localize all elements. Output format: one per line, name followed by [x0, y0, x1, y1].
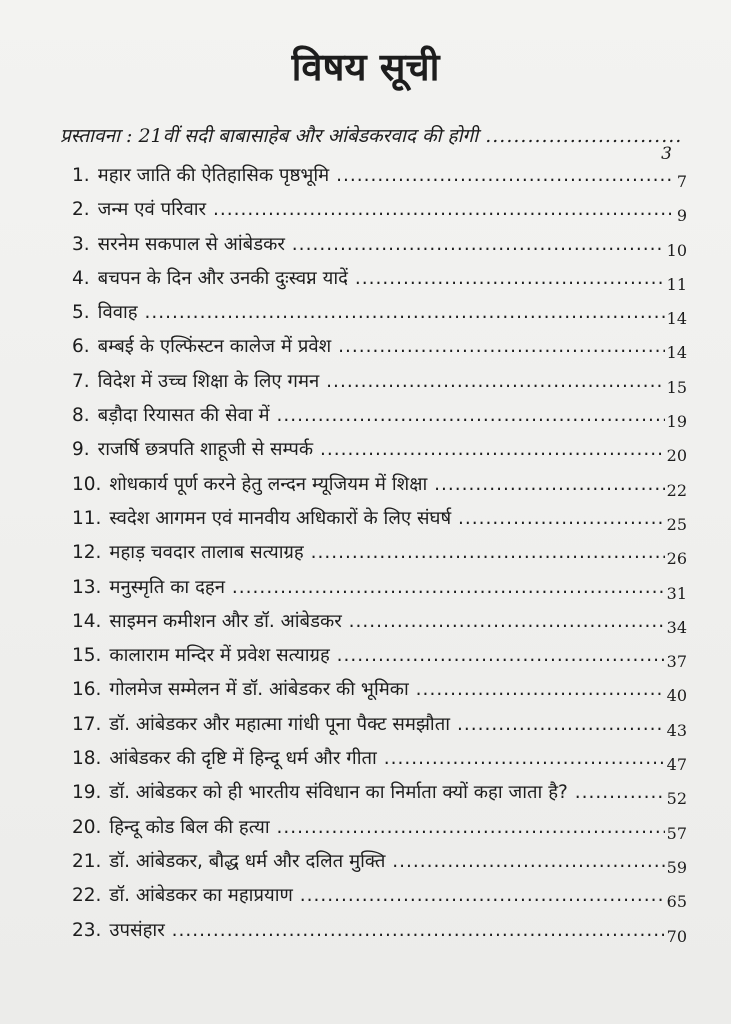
toc-entry-title: शोधकार्य पूर्ण करने हेतु लन्दन म्यूजियम में शिक्षा ..... — [109, 471, 664, 496]
toc-entry — [72, 779, 687, 813]
toc-entry-number: 18. — [72, 748, 102, 770]
preface-page-number: 3 — [661, 144, 672, 164]
toc-entry-page-number: 22 — [666, 480, 687, 500]
toc-entry-title: राजर्षि छत्रपति शाहूजी से सम्पर्क ..... — [98, 436, 665, 461]
toc-entry-number: 7. — [72, 370, 90, 392]
toc-entry-title: स्वदेश आगमन एवं मानवीय अधिकारों के लिए संघर्ष ..... — [109, 505, 664, 530]
toc-entry-number: 21. — [72, 850, 102, 872]
toc-entry-title: उपसंहार ..... — [109, 917, 664, 942]
toc-entry-title: बड़ौदा रियासत की सेवा में ..... — [98, 402, 665, 427]
toc-entry-number: 15. — [72, 645, 102, 667]
toc-entry — [72, 402, 687, 436]
toc-entry-page-number: 7 — [676, 172, 687, 191]
toc-entry-title: महाड़ चवदार तालाब सत्याग्रह ..... — [109, 539, 664, 564]
toc-entry-number: 8. — [72, 405, 90, 427]
toc-entry-page-number: 52 — [666, 789, 687, 809]
toc-entry-title: साइमन कमीशन और डॉ. आंबेडकर ..... — [109, 608, 664, 633]
toc-entry-title: गोलमेज सम्मेलन में डॉ. आंबेडकर की भूमिका ..... — [109, 676, 664, 701]
toc-entry-title: बम्बई के एल्फिंस्टन कालेज में प्रवेश ..... — [98, 333, 665, 358]
toc-entry — [72, 162, 687, 196]
toc-entry — [72, 917, 687, 951]
toc-entry-number: 4. — [72, 267, 90, 289]
toc-entry-number: 3. — [72, 233, 90, 255]
toc-entry-title: विवाह ..... — [98, 299, 665, 324]
toc-entry-number: 6. — [72, 336, 90, 358]
toc-entry-page-number: 34 — [666, 617, 687, 637]
toc-entry-number: 16. — [72, 679, 102, 701]
toc-entry-number: 19. — [72, 782, 102, 804]
toc-entry — [72, 436, 687, 470]
preface-entry — [60, 122, 680, 164]
toc-entry — [72, 574, 687, 608]
toc-entry-title: कालाराम मन्दिर में प्रवेश सत्याग्रह ..... — [109, 642, 664, 667]
toc-entry-page-number: 70 — [666, 926, 687, 946]
toc-entry-page-number: 43 — [666, 720, 687, 740]
toc-entry-page-number: 26 — [666, 549, 687, 569]
toc-entry-number: 2. — [72, 199, 90, 221]
toc-entry-title: बचपन के दिन और उनकी दुःस्वप्न यादें ..... — [98, 265, 665, 290]
toc-entry-title: सरनेम सकपाल से आंबेडकर ..... — [98, 231, 665, 256]
toc-entry-number: 14. — [72, 610, 102, 632]
toc-entry-page-number: 11 — [666, 274, 687, 294]
toc-entry-title: मनुस्मृति का दहन ..... — [109, 574, 664, 599]
toc-entry-number: 13. — [72, 576, 102, 598]
toc-entry-page-number: 40 — [666, 686, 687, 706]
preface-title: प्रस्तावना : 21वीं सदी बाबासाहेब और आंबेडकरवाद की होगी ..... — [60, 122, 680, 148]
toc-entry-title: डॉ. आंबेडकर का महाप्रयाण ..... — [109, 882, 664, 907]
toc-entry — [72, 231, 687, 265]
toc-entry-page-number: 47 — [666, 755, 687, 775]
toc-entry — [72, 368, 687, 402]
toc-entry — [72, 711, 687, 745]
toc-entry-title: विदेश में उच्च शिक्षा के लिए गमन ..... — [98, 368, 665, 393]
toc-entry-page-number: 31 — [666, 583, 687, 603]
toc-entry — [72, 882, 687, 916]
toc-entry — [72, 814, 687, 848]
toc-entry-title: डॉ. आंबेडकर को ही भारतीय संविधान का निर्माता क्यों कहा जाता है? ..... — [109, 779, 664, 804]
toc-entry — [72, 265, 687, 299]
toc-entry — [72, 471, 687, 505]
toc-entry-number: 23. — [72, 919, 102, 941]
toc-entry-page-number: 14 — [666, 309, 687, 329]
toc-entry-page-number: 10 — [666, 240, 687, 260]
toc-entry-number: 11. — [72, 507, 102, 529]
toc-entry-title: आंबेडकर की दृष्टि में हिन्दू धर्म और गीता ..... — [109, 745, 664, 770]
toc-entry-page-number: 65 — [666, 892, 687, 912]
toc-entry — [72, 333, 687, 367]
toc-entry — [72, 642, 687, 676]
toc-entry-title: डॉ. आंबेडकर, बौद्ध धर्म और दलित मुक्ति ..... — [109, 848, 664, 873]
toc-entry — [72, 676, 687, 710]
toc-entry-page-number: 25 — [666, 514, 687, 534]
toc-entry — [72, 539, 687, 573]
toc-entry-number: 1. — [72, 165, 90, 186]
toc-entry-title: जन्म एवं परिवार ..... — [98, 196, 675, 221]
toc-entry — [72, 745, 687, 779]
toc-entry-page-number: 9 — [676, 206, 687, 226]
toc-entry-page-number: 59 — [666, 857, 687, 877]
toc-entry-number: 9. — [72, 439, 90, 461]
toc-entry-number: 12. — [72, 542, 102, 564]
toc-list — [72, 162, 687, 951]
toc-entry-number: 17. — [72, 713, 102, 735]
toc-entry-page-number: 14 — [666, 343, 687, 363]
page-title: विषय सूची — [291, 45, 440, 89]
toc-entry-page-number: 20 — [666, 446, 687, 466]
toc-entry-title: महार जाति की ऐतिहासिक पृष्ठभूमि ..... — [98, 162, 675, 187]
toc-entry — [72, 299, 687, 333]
toc-entry — [72, 608, 687, 642]
toc-entry-number: 5. — [72, 302, 90, 324]
toc-entry — [72, 848, 687, 882]
toc-entry-page-number: 15 — [666, 377, 687, 397]
toc-entry-title: हिन्दू कोड बिल की हत्या ..... — [109, 814, 664, 839]
toc-entry-page-number: 37 — [666, 652, 687, 672]
toc-entry-page-number: 19 — [666, 412, 687, 432]
toc-entry-title: डॉ. आंबेडकर और महात्मा गांधी पूना पैक्ट समझौता ..... — [109, 711, 664, 736]
toc-entry — [72, 196, 687, 230]
toc-entry — [72, 505, 687, 539]
toc-entry-number: 22. — [72, 885, 102, 907]
toc-entry-number: 20. — [72, 816, 102, 838]
toc-entry-page-number: 57 — [666, 823, 687, 843]
toc-entry-number: 10. — [72, 473, 102, 495]
